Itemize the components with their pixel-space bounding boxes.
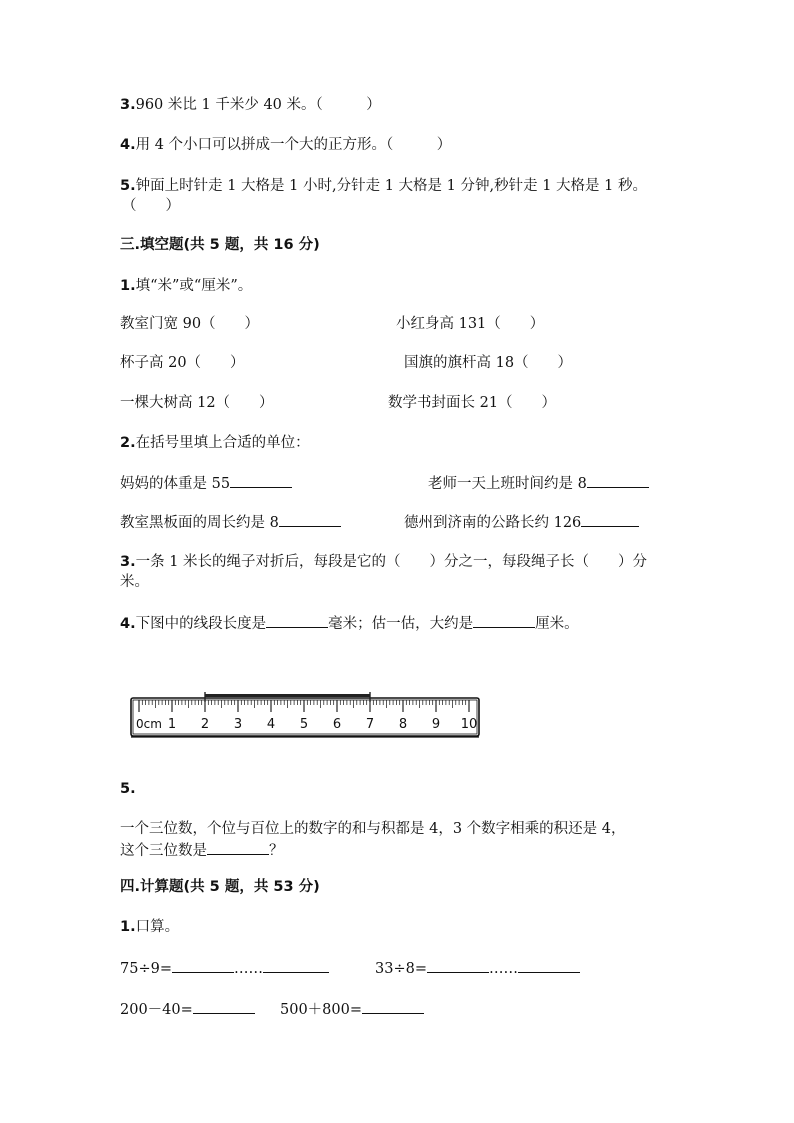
judge-question-5-paren: （ ） [122,198,180,214]
expression-text: 33÷8= [375,961,427,977]
question-text: 毫米；估一估，大约是 [328,616,474,632]
ruler-tick-label: 8 [398,717,408,732]
question-text: 厘米。 [535,616,579,632]
expression-text: 500＋800= [280,1002,363,1018]
fill-question-3 [120,553,647,571]
question-text: ？ [269,843,284,859]
fill-question-5: 一个三位数，个位与百位上的数字的和与积都是 4，3 个数字相乘的积还是 4， [120,821,626,837]
ruler-tick-label: 9 [431,717,441,732]
calc-question-1 [120,918,179,936]
question-number: 5. [120,178,136,194]
question-number: 4. [120,137,136,153]
fill-item: 小红身高 131（ ） [396,316,545,332]
answer-blank[interactable] [172,958,234,973]
fill-item: 国旗的旗杆高 18（ ） [404,355,573,371]
ruler-figure [128,690,482,742]
ruler-tick-label: 4 [266,717,276,732]
fill-item-text: 妈妈的体重是 55 [120,476,231,492]
ruler-tick-label: 10 [460,717,478,732]
question-text: 口算。 [135,919,180,935]
calc-expression [280,999,424,1019]
question-number: 3. [120,554,136,570]
question-number: 4. [120,616,136,632]
fill-item: 杯子高 20（ ） [120,355,245,371]
fill-item-text: 教室黑板面的周长约是 8 [120,515,279,531]
answer-blank[interactable] [427,958,489,973]
answer-blank[interactable] [581,512,639,527]
question-number: 2. [120,435,136,451]
question-number: 3. [120,97,136,113]
fill-item [404,512,639,532]
answer-blank[interactable] [587,473,649,488]
question-text: 960 米比 1 千米少 40 米。（ ） [135,97,381,113]
answer-blank[interactable] [193,999,255,1014]
ruler-tick-label: 2 [200,717,210,732]
fill-question-5-cont [120,840,284,860]
fill-item [120,473,292,493]
fill-question-3-cont: 米。 [120,574,149,590]
question-text: 下图中的线段长度是 [135,616,267,632]
calc-expression [120,958,329,978]
fill-item: 一棵大树高 12（ ） [120,395,274,411]
fill-question-2 [120,434,310,452]
fill-item: 数学书封面长 21（ ） [388,395,557,411]
section-title: 四.计算题(共 5 题，共 53 分) [120,879,320,895]
calc-expression [120,999,255,1019]
judge-question-5 [120,177,647,195]
fill-item [120,512,341,532]
fill-question-1 [120,277,252,295]
question-number: 1. [120,919,136,935]
fill-item-text: 德州到济南的公路长约 126 [404,515,582,531]
ellipsis: …… [233,961,263,977]
fill-question-5-number [120,780,136,798]
section-title: 三.填空题(共 5 题，共 16 分) [120,237,320,253]
question-number: 1. [120,278,136,294]
answer-blank[interactable] [362,999,424,1014]
calc-expression [375,958,580,978]
ruler-unit-label: 0cm [136,717,162,731]
answer-blank[interactable] [207,840,269,855]
fill-item [428,473,649,493]
question-text: 填“米”或“厘米”。 [135,278,253,294]
ruler-tick-label: 3 [233,717,243,732]
expression-text: 200－40= [120,1002,193,1018]
measured-segment [205,694,370,697]
judge-question-3 [120,96,381,114]
fill-question-4 [120,613,579,633]
remainder-blank[interactable] [263,958,329,973]
question-text: 这个三位数是 [120,843,207,859]
answer-blank[interactable] [266,613,328,628]
ruler-tick-label: 5 [299,717,309,732]
question-text: 在括号里填上合适的单位： [135,435,310,451]
answer-blank[interactable] [230,473,292,488]
question-text: 一条 1 米长的绳子对折后，每段是它的（ ）分之一，每段绳子长（ ）分 [135,554,648,570]
answer-blank[interactable] [279,512,341,527]
ruler-tick-label: 7 [365,717,375,732]
question-text: 用 4 个小口可以拼成一个大的正方形。（ ） [135,137,452,153]
ellipsis: …… [488,961,518,977]
expression-text: 75÷9= [120,961,172,977]
fill-item: 教室门宽 90（ ） [120,316,260,332]
question-number: 5. [120,781,136,797]
ruler-tick-label: 1 [167,717,177,732]
fill-item-text: 老师一天上班时间约是 8 [428,476,587,492]
judge-question-4 [120,136,451,154]
ruler-tick-label: 6 [332,717,342,732]
remainder-blank[interactable] [518,958,580,973]
answer-blank[interactable] [473,613,535,628]
question-text: 钟面上时针走 1 大格是 1 小时,分针走 1 大格是 1 分钟,秒针走 1 大格是 1 秒。 [135,178,647,194]
